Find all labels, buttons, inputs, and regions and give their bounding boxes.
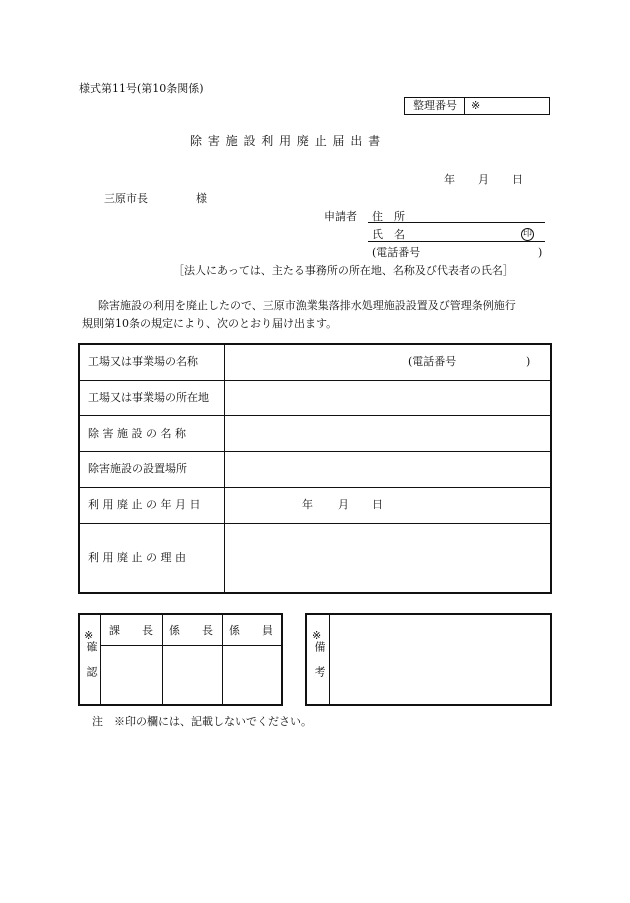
row-abolish-date-label: 利 用 廃 止 の 年 月 日 (88, 498, 201, 511)
reference-number-label: 整理番号 (413, 99, 457, 112)
abolish-date-day: 日 (372, 498, 383, 511)
remarks-divider (329, 615, 330, 704)
confirm-divider-2 (162, 615, 163, 704)
form-number: 様式第11号(第10条関係) (79, 82, 204, 95)
confirm-divider-3 (222, 615, 223, 704)
reference-divider (464, 98, 465, 114)
abolish-date-month: 月 (338, 498, 349, 511)
name-underline (368, 241, 545, 242)
confirm-divider-1 (100, 615, 101, 704)
date-day: 日 (512, 173, 523, 186)
row-facility-site-label: 除害施設の設置場所 (88, 462, 187, 475)
table-row-divider-3 (80, 451, 550, 452)
reference-number-box (404, 97, 550, 115)
remarks-label: 備考 (313, 641, 326, 691)
remarks-mark: ※ (312, 629, 322, 642)
table-row-divider-1 (80, 380, 550, 381)
applicant-label: 申請者 (324, 210, 357, 223)
address-label: 住 所 (372, 210, 405, 223)
row-abolish-reason-label: 利 用 廃 止 の 理 由 (88, 551, 186, 564)
row-factory-location-label: 工場又は事業場の所在地 (88, 391, 209, 404)
reference-number-mark: ※ (471, 99, 481, 112)
table-row-divider-4 (80, 487, 550, 488)
body-text-line1: 除害施設の利用を廃止したので、三原市漁業集落排水処理施設設置及び管理条例施行 (98, 299, 516, 312)
date-year: 年 (444, 173, 455, 186)
confirm-col-section-chief: 課 長 (109, 624, 153, 637)
table-column-divider (224, 345, 225, 592)
confirm-box (78, 613, 283, 706)
addressee-name: 三原市長 (104, 192, 148, 205)
footnote: 注 ※印の欄には、記載しないでください。 (92, 715, 312, 728)
applicant-phone-label: (電話番号 (372, 246, 421, 259)
remarks-box (305, 613, 552, 706)
corporate-note: ［法人にあっては、主たる事務所の所在地、名称及び代表者の氏名］ (173, 264, 514, 277)
row-facility-name-label: 除 害 施 設 の 名 称 (88, 427, 186, 440)
confirm-label: 確認 (85, 641, 98, 691)
table-row-divider-2 (80, 415, 550, 416)
addressee-honorific: 様 (196, 192, 207, 205)
name-label: 氏 名 (372, 228, 405, 241)
page-title: 除 害 施 設 利 用 廃 止 届 出 書 (190, 134, 382, 148)
address-underline (368, 222, 545, 223)
table-row-divider-5 (80, 523, 550, 524)
row-factory-phone-close: ) (526, 355, 531, 368)
seal-mark: 印 (522, 229, 532, 239)
date-month: 月 (478, 173, 489, 186)
row-factory-name-label: 工場又は事業場の名称 (88, 355, 198, 368)
confirm-col-subsection-chief: 係 長 (169, 624, 213, 637)
confirm-col-staff: 係 員 (229, 624, 273, 637)
applicant-phone-close: ) (538, 246, 543, 259)
body-text-line2: 規則第10条の規定により、次のとおり届け出ます。 (82, 317, 338, 330)
confirm-header-divider (100, 645, 281, 646)
main-table (78, 343, 552, 594)
abolish-date-year: 年 (302, 498, 313, 511)
confirm-mark: ※ (84, 629, 94, 642)
row-factory-phone-label: (電話番号 (408, 355, 457, 368)
